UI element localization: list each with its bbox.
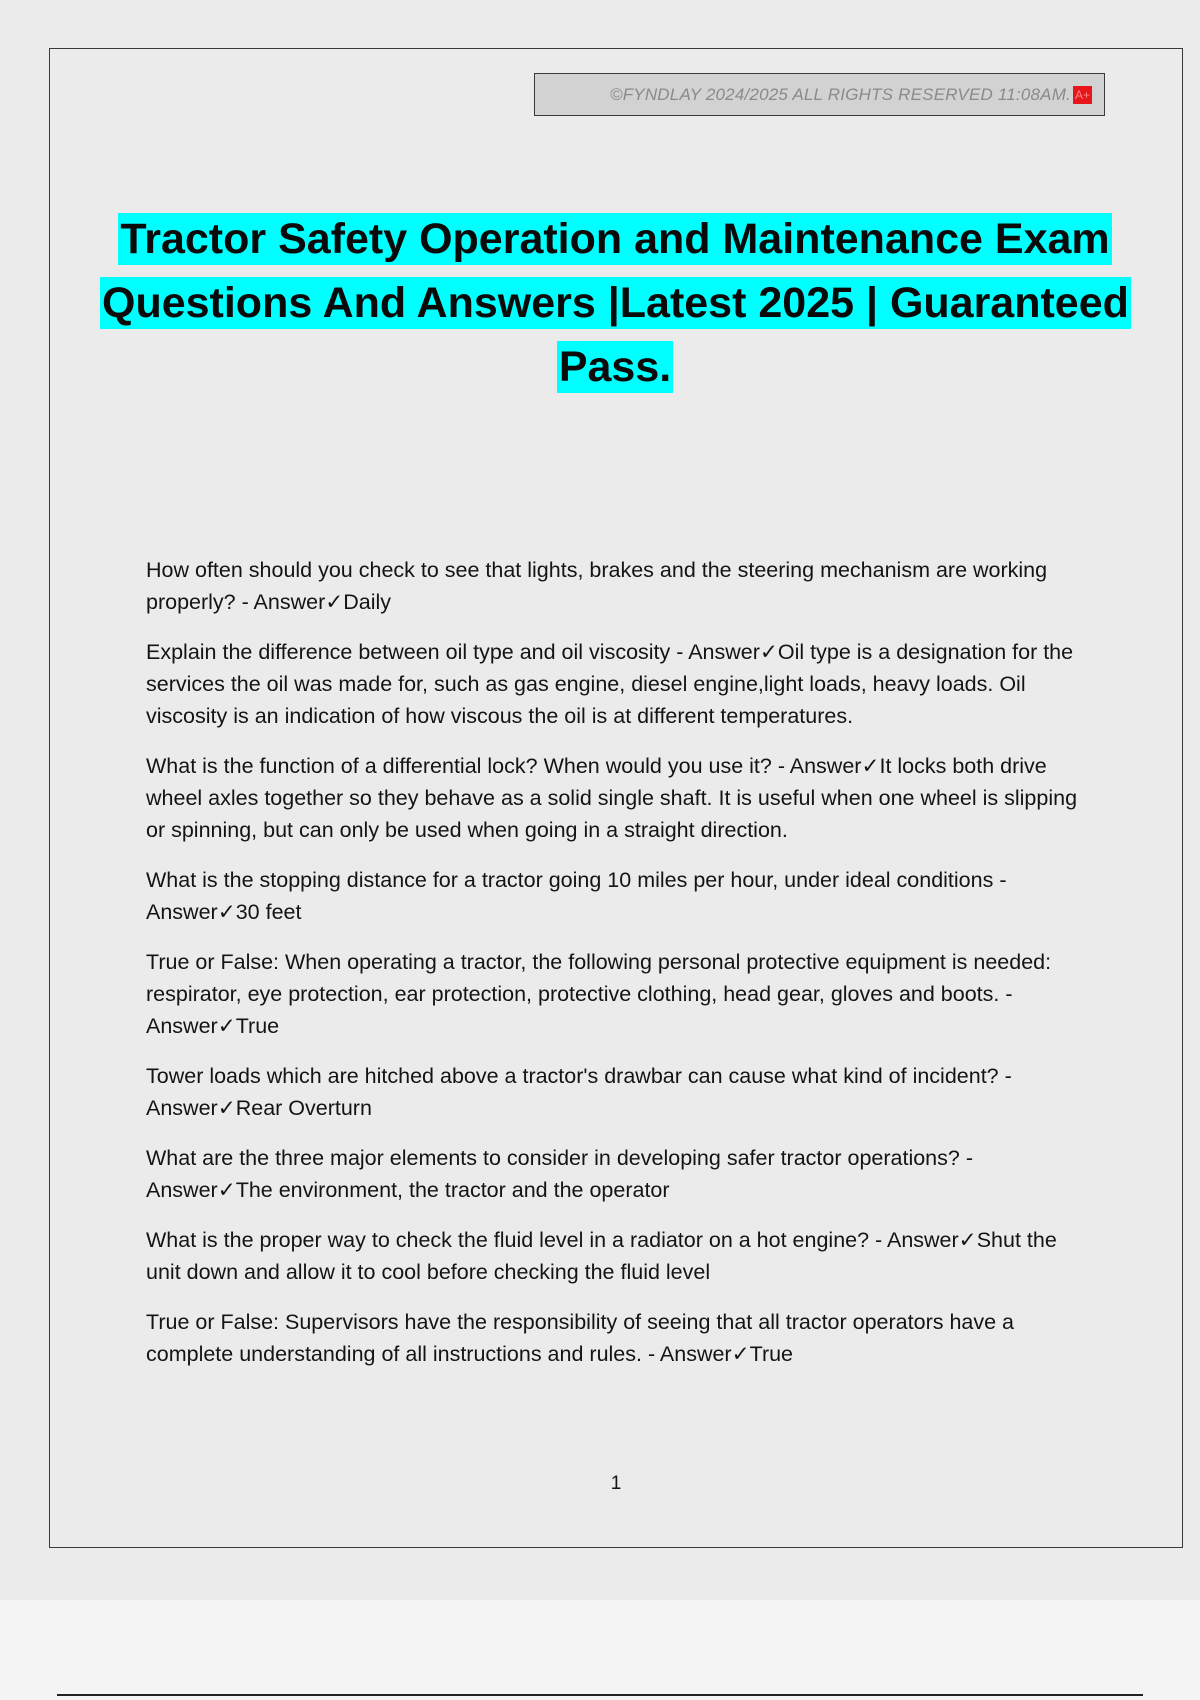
- qa-item: Explain the difference between oil type and oil viscosity - Answer✓Oil type is a designation for the services the oil was made for, such as gas engine, diesel engine,light loads, heavy loads. Oil viscosity is an indication of how viscous the oil is at different temperatures.: [146, 640, 1074, 728]
- document-title: [100, 207, 1130, 399]
- document-title-text: Tractor Safety Operation and Maintenance Exam Questions And Answers |Latest 2025 | Guaranteed Pass.: [102, 215, 1129, 391]
- watermark-text: ©FYNDLAY 2024/2025 ALL RIGHTS RESERVED 11:08AM.: [609, 84, 1071, 104]
- qa-item: How often should you check to see that lights, brakes and the steering mechanism are working properly? - Answer✓Daily: [146, 558, 1048, 614]
- qa-item: What is the proper way to check the fluid level in a radiator on a hot engine? - Answer✓Shut the unit down and allow it to cool before checking the fluid level: [146, 1228, 1057, 1284]
- divider: [57, 1694, 1143, 1696]
- qa-item: True or False: When operating a tractor, the following personal protective equipment is needed: respirator, eye protection, ear protection, protective clothing, head gear, gloves and boots. - Answer✓True: [146, 950, 1052, 1038]
- qa-item: What is the stopping distance for a tractor going 10 miles per hour, under ideal conditions - Answer✓30 feet: [146, 868, 1007, 924]
- page-number: 1: [610, 1473, 622, 1494]
- qa-item: What is the function of a differential lock? When would you use it? - Answer✓It locks both drive wheel axles together so they behave as a solid single shaft. It is useful when one wheel is slipping or spinning, but can only be used when going in a straight direction.: [146, 754, 1078, 842]
- qa-list: [146, 554, 1096, 1388]
- grade-badge: A+: [1074, 87, 1090, 102]
- qa-item: True or False: Supervisors have the responsibility of seeing that all tractor operators have a complete understanding of all instructions and rules. - Answer✓True: [146, 1310, 1014, 1366]
- qa-item: Tower loads which are hitched above a tractor's drawbar can cause what kind of incident? - Answer✓Rear Overturn: [146, 1064, 1012, 1120]
- copyright-watermark: [534, 73, 1105, 116]
- qa-item: What are the three major elements to consider in developing safer tractor operations? - Answer✓The environment, the tractor and the operator: [146, 1146, 973, 1202]
